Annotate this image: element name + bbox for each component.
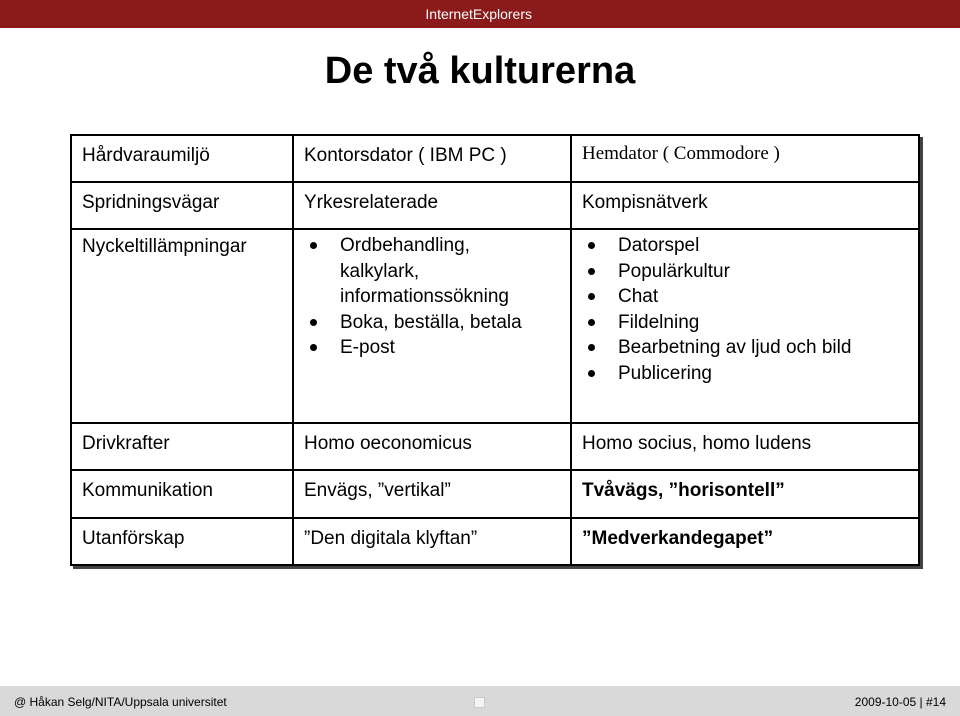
office-cell: Yrkesrelaterade (293, 182, 571, 229)
home-cell: Tvåvägs, ”horisontell” (571, 470, 919, 518)
table-row (71, 518, 919, 565)
footer-date-page: 2009-10-05 | #14 (854, 695, 946, 709)
home-apps-list (582, 233, 918, 386)
bullet-icon (310, 242, 317, 249)
office-cell: Homo oeconomicus (293, 423, 571, 470)
table-row (71, 182, 919, 229)
office-cell: Kontorsdator ( IBM PC ) (293, 135, 571, 182)
bullet-icon (588, 319, 595, 326)
table-row (71, 135, 919, 182)
list-item: Bearbetning av ljud och bild (582, 335, 918, 361)
office-cell: ”Den digitala klyftan” (293, 518, 571, 565)
footer-author: @ Håkan Selg/NITA/Uppsala universitet (14, 695, 227, 709)
bullet-icon (588, 344, 595, 351)
office-cell: Envägs, ”vertikal” (293, 470, 571, 518)
bullet-icon (310, 319, 317, 326)
row-label: Hårdvaraumiljö (71, 135, 293, 182)
list-item: Fildelning (582, 310, 918, 336)
table-row (71, 229, 919, 423)
row-label: Spridningsvägar (71, 182, 293, 229)
home-cell: Hemdator ( Commodore ) (571, 135, 919, 182)
list-item: Ordbehandling, kalkylark, informationssökning (304, 233, 570, 310)
table-row (71, 470, 919, 518)
row-label: Utanförskap (71, 518, 293, 565)
list-item: Boka, beställa, betala (304, 310, 570, 336)
brand-label: InternetExplorers (425, 6, 532, 22)
office-apps-list (304, 233, 570, 361)
top-bar (0, 0, 960, 28)
bullet-icon (588, 242, 595, 249)
bullet-icon (310, 344, 317, 351)
home-apps-cell (571, 229, 919, 423)
list-item: Publicering (582, 361, 918, 387)
home-cell: Kompisnätverk (571, 182, 919, 229)
bullet-icon (588, 293, 595, 300)
home-cell: Homo socius, homo ludens (571, 423, 919, 470)
comparison-table (70, 134, 920, 566)
table-row (71, 423, 919, 470)
slide-title: De två kulturerna (324, 50, 636, 92)
list-item: Chat (582, 284, 918, 310)
list-item: Populärkultur (582, 259, 918, 285)
footer-square-icon (474, 697, 485, 708)
home-cell: ”Medverkandegapet” (571, 518, 919, 565)
row-label: Nyckeltillämpningar (71, 229, 293, 423)
row-label: Kommunikation (71, 470, 293, 518)
office-apps-cell (293, 229, 571, 423)
row-label: Drivkrafter (71, 423, 293, 470)
list-item: Datorspel (582, 233, 918, 259)
bullet-icon (588, 268, 595, 275)
list-item: E-post (304, 335, 570, 361)
footer-bar (0, 686, 960, 716)
bullet-icon (588, 370, 595, 377)
